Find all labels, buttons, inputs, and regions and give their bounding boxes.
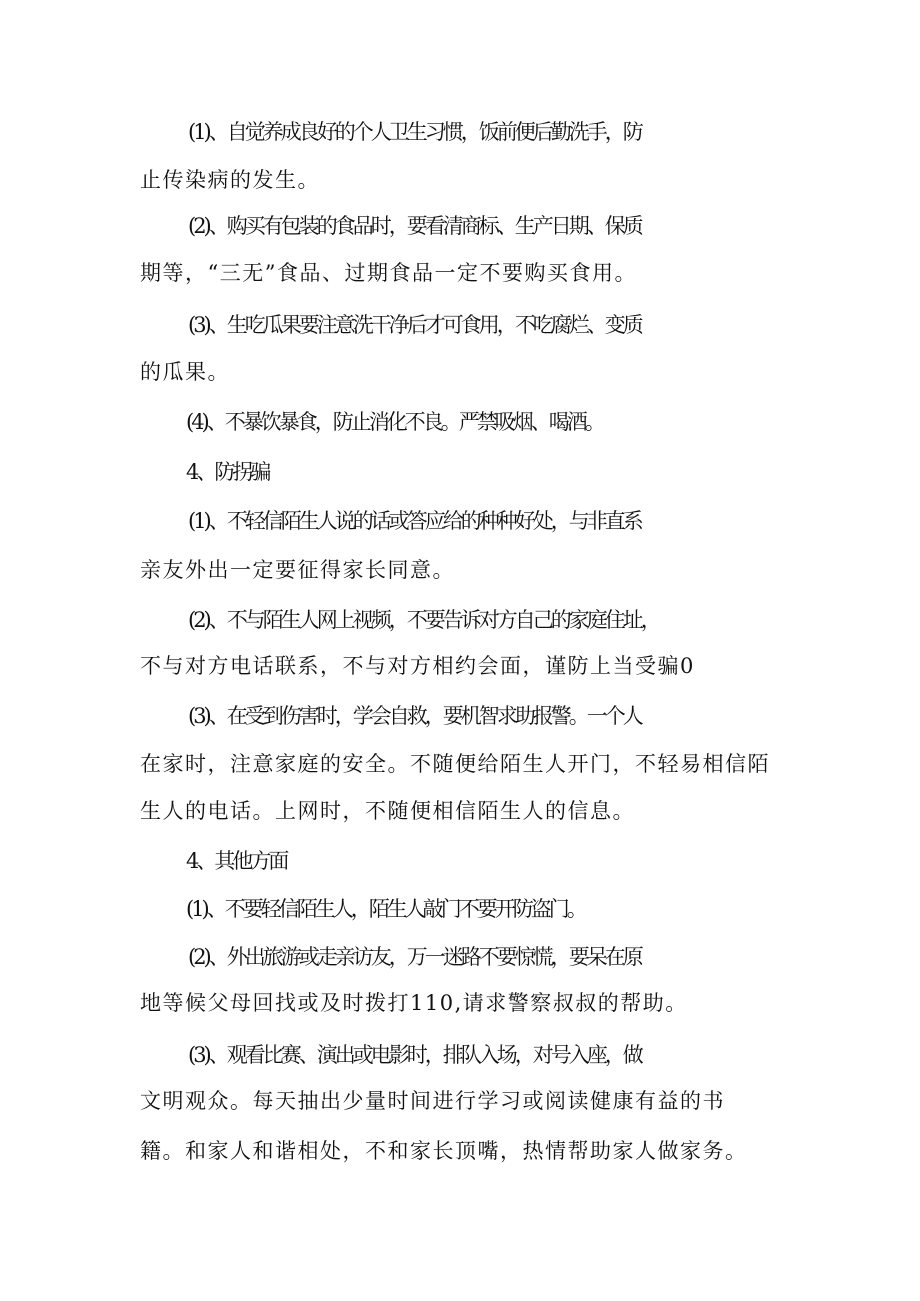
paragraph-line: 的瓜果。 bbox=[140, 360, 230, 384]
paragraph-line: 地等候父母回找或及时拨打110,请求警察叔叔的帮助。 bbox=[140, 991, 688, 1015]
paragraph-line: 籍。和家人和谐相处，不和家长顶嘴，热情帮助家人做家务。 bbox=[140, 1139, 748, 1163]
paragraph-line: 文明观众。每天抽出少量时间进行学习或阅读健康有益的书 bbox=[140, 1089, 725, 1113]
paragraph-line: (1)、不轻信陌生人说的话或答应给的种种好处，与非直系 bbox=[188, 509, 641, 533]
paragraph-line: 亲友外出一定要征得家长同意。 bbox=[140, 558, 455, 582]
paragraph-line: 期等，“三无”食品、过期食品一定不要购买食用。 bbox=[140, 261, 637, 285]
paragraph-line: 生人的电话。上网时，不随便相信陌生人的信息。 bbox=[140, 799, 635, 823]
paragraph-line: (2)、购买有包装的食品时，要看清商标、生产日期、保质 bbox=[188, 214, 641, 238]
paragraph-line: 不与对方电话联系，不与对方相约会面，谨防上当受骗0 bbox=[140, 654, 695, 678]
paragraph-line: 在家时，注意家庭的安全。不随便给陌生人开门，不轻易相信陌 bbox=[140, 752, 770, 776]
paragraph-line: (1)、自觉养成良好的个人卫生习惯，饭前便后勤洗手，防 bbox=[188, 120, 641, 144]
section-heading: 4、其他方面 bbox=[186, 849, 287, 873]
paragraph-line: (2)、外出旅游或走亲访友，万一迷路不要惊慌，要呆在原 bbox=[188, 945, 641, 969]
paragraph-line: (2)、不与陌生人网上视频，不要告诉对方自己的家庭住址， bbox=[188, 608, 659, 632]
paragraph-line: (3)、观看比赛、演出或电影时，排队入场，对号入座，做 bbox=[188, 1043, 641, 1067]
section-heading: 4、防拐骗 bbox=[186, 460, 269, 484]
paragraph-line: (3)、生吃瓜果要注意洗干净后才可食用，不吃腐烂、变质 bbox=[188, 313, 641, 337]
paragraph-line: 止传染病的发生。 bbox=[140, 168, 320, 192]
paragraph-line: (1)、不要轻信陌生人，陌生人敲门不要开防盗门。 bbox=[186, 897, 585, 921]
paragraph-line: (4)、不暴饮暴食，防止消化不良。严禁吸烟、喝酒。 bbox=[186, 410, 603, 434]
paragraph-line: (3)、在受到伤害时，学会自救，要机智求助报警。一个人 bbox=[188, 704, 641, 728]
